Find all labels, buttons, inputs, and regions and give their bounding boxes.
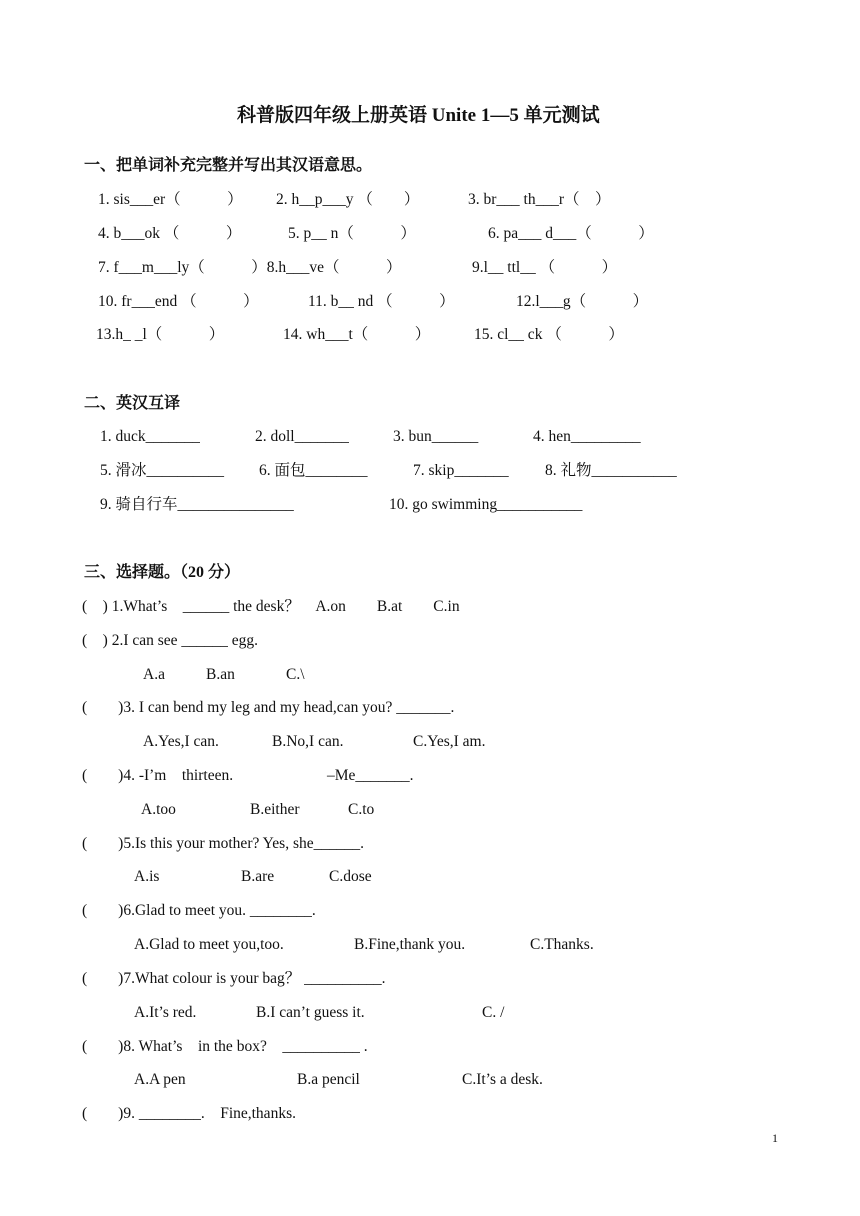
section-3-heading: 三、选择题。（20 分） [84, 564, 241, 581]
fill-word-item: 1. sis___er（ ） [98, 191, 243, 208]
translate-item: 9. 骑自行车_______________ [100, 496, 294, 513]
translate-item: 3. bun______ [393, 428, 479, 445]
question-option: C.to [348, 801, 375, 818]
fill-word-item: 4. b___ok （ ） [98, 225, 242, 242]
question-stem: ( )7.What colour is your bag？ __________. [82, 970, 386, 987]
fill-word-item: 12.l___g（ ） [516, 293, 649, 310]
question-stem: ( )6.Glad to meet you. ________. [82, 902, 316, 919]
question-option: C. / [482, 1004, 505, 1021]
question-stem: ( ) 1.What’s ______ the desk？ A.on B.at C.in [82, 598, 460, 615]
fill-word-item: 3. br___ th___r（ ） [468, 191, 611, 208]
translate-item: 8. 礼物___________ [545, 462, 677, 479]
question-stem: ( )5.Is this your mother? Yes, she______. [82, 835, 364, 852]
question-option: B.are [241, 868, 275, 885]
question-option: A.Glad to meet you,too. [134, 936, 284, 953]
question-option: C.Thanks. [530, 936, 594, 953]
question-option: B.a pencil [297, 1071, 360, 1088]
page-number: 1 [772, 1131, 778, 1145]
question-stem: ( ) 2.I can see ______ egg. [82, 632, 259, 649]
fill-word-item: 10. fr___end （ ） [98, 293, 259, 310]
question-stem: ( )4. -I’m thirteen. [82, 767, 234, 784]
translate-item: 7. skip_______ [413, 462, 509, 479]
question-option: A.It’s red. [134, 1004, 197, 1021]
page-title: 科普版四年级上册英语 Unite 1—5 单元测试 [237, 105, 600, 126]
question-option: C.dose [329, 868, 372, 885]
question-option: A.A pen [134, 1071, 186, 1088]
question-option: B.either [250, 801, 300, 818]
question-option: A.is [134, 868, 160, 885]
question-option: B.Fine,thank you. [354, 936, 466, 953]
question-option: A.Yes,I can. [143, 733, 219, 750]
translate-item: 1. duck_______ [100, 428, 200, 445]
question-stem: ( )3. I can bend my leg and my head,can you? _______. [82, 699, 455, 716]
translate-item: 4. hen_________ [533, 428, 641, 445]
translate-item: 6. 面包________ [259, 462, 368, 479]
question-stem-answer: –Me_______. [327, 767, 414, 784]
question-option: A.too [141, 801, 176, 818]
section-2-heading: 二、英汉互译 [84, 395, 181, 412]
question-option: C.Yes,I am. [413, 733, 486, 750]
question-stem: ( )8. What’s in the box? __________ . [82, 1038, 368, 1055]
translate-item: 10. go swimming___________ [389, 496, 583, 513]
question-option: B.I can’t guess it. [256, 1004, 365, 1021]
question-option: B.No,I can. [272, 733, 344, 750]
translate-item: 2. doll_______ [255, 428, 349, 445]
fill-word-item: 7. f___m___ly（ ）8.h___ve（ ） [98, 259, 402, 276]
fill-word-item: 15. cl__ ck （ ） [474, 326, 624, 343]
fill-word-item: 2. h__p___y （ ） [276, 191, 420, 208]
fill-word-item: 5. p__ n（ ） [288, 225, 416, 242]
fill-word-item: 13.h_ _l（ ） [96, 326, 225, 343]
translate-item: 5. 滑冰__________ [100, 462, 225, 479]
question-option: C.\ [286, 666, 305, 683]
fill-word-item: 9.l__ ttl__ （ ） [472, 259, 618, 276]
section-1-heading: 一、把单词补充完整并写出其汉语意思。 [84, 157, 373, 174]
fill-word-item: 6. pa___ d___（ ） [488, 225, 654, 242]
question-option: A.a [143, 666, 165, 683]
fill-word-item: 14. wh___t（ ） [283, 326, 431, 343]
fill-word-item: 11. b__ nd （ ） [308, 293, 455, 310]
question-option: C.It’s a desk. [462, 1071, 543, 1088]
question-stem: ( )9. ________. Fine,thanks. [82, 1105, 296, 1122]
question-option: B.an [206, 666, 235, 683]
